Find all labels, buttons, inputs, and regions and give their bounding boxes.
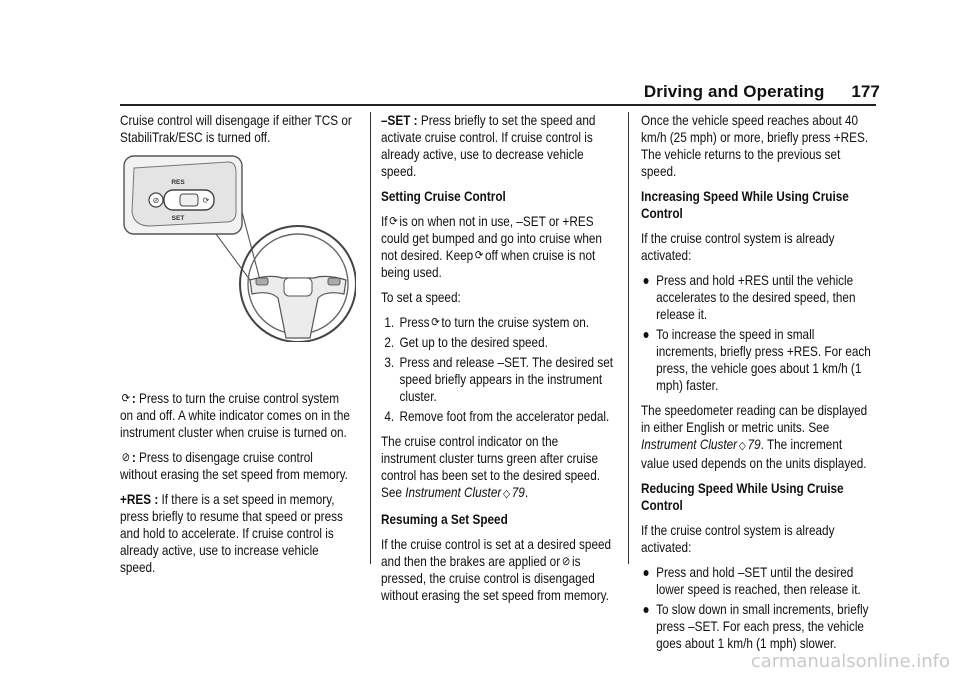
list-item: Press and hold +RES until the vehicle accelerates to the desired speed, then release it. [641,272,873,323]
cruise-cancel-icon: ⊘ [121,450,131,464]
keep-off-note: If ⟳ is on when not in use, –SET or +RES could get bumped and go into cruise when not desired. Keep ⟳ off when cruise is not being used. [381,213,602,280]
page-reference-icon: ◇ [502,488,511,500]
set-speed-steps [381,314,616,425]
reducing-speed-heading: Reducing Speed While Using Cruise Control [641,480,844,513]
resuming-text: If the cruise control is set at a desired speed and then the brakes are applied or ⊘ is pressed, the cruise control is disengaged without erasing the set speed from memory. [381,536,612,603]
step-4: 4. Remove foot from the accelerator pedal. [384,408,610,424]
colon: : [131,390,136,406]
page-header [644,82,880,102]
column-2 [381,112,616,612]
res-description: +RES : If there is a set speed in memory, press briefly to resume that speed or press and hold to accelerate. If cruise control is already active, use to increase vehicle speed. [120,491,343,575]
resuming-heading: Resuming a Set Speed [381,511,508,527]
cruise-onoff-description: ⟳ : Press to turn the cruise control system on and off. A white indicator comes on in the instrument cluster when cruise is turned on. [120,390,350,440]
colon: : [131,449,136,465]
set-description: –SET : Press briefly to set the speed and activate cruise control. If cruise control is already active, use to decrease vehicle speed. [381,112,596,179]
cruise-symbol: ⟳ [202,196,210,205]
wheel-switch-right [328,278,340,285]
leader-line [242,212,260,280]
step-1: 1. Press ⟳ to turn the cruise system on. [384,314,590,330]
wheel-switch-left [256,278,268,285]
cruise-control-icon: ⟳ [431,315,440,329]
speedometer-note: The speedometer reading can be displayed in either English or metric units. See Instrument Cluster ◇ 79. The increment value used depends on the units displayed. [641,402,868,471]
set-label: –SET : [381,112,418,128]
step-3: 3. Press and release –SET. The desired set speed briefly appears in the instrument cluster. [384,354,614,404]
res-label-graphic: RES [171,179,185,186]
increasing-speed-list [641,272,873,394]
leader-line [216,234,250,280]
steering-wheel-figure [120,152,356,342]
res-label: +RES : [120,491,159,507]
cruise-control-icon: ⟳ [474,248,484,262]
cruise-cancel-icon: ⊘ [561,554,571,568]
step-2: 2. Get up to the desired speed. [384,334,548,350]
page-number: 177 [851,82,880,101]
list-item: To increase the speed in small increments, briefly press +RES. For each press, the vehicle goes about 1 km/h (1 mph) faster. [641,326,873,394]
set-label-graphic: SET [171,215,185,222]
instrument-cluster-link[interactable]: Instrument Cluster [405,484,502,500]
set-res-rocker [180,194,198,206]
cancel-symbol: ⊘ [152,196,160,205]
cruise-control-icon: ⟳ [389,214,398,228]
page-reference-icon: ◇ [738,440,746,452]
column-divider [370,112,371,564]
reducing-intro: If the cruise control system is already activated: [641,522,835,555]
list-item: Press and hold –SET until the desired lower speed is reached, then release it. [641,564,873,598]
header-rule [120,104,876,106]
setting-cruise-heading: Setting Cruise Control [381,188,506,204]
resume-speed-text: Once the vehicle speed reaches about 40 km/h (25 mph) or more, briefly press +RES. The vehicle returns to the previous set speed. [641,112,869,179]
list-item: To slow down in small increments, briefly press –SET. For each press, the vehicle goes about 1 km/h (1 mph) slower. [641,601,873,652]
indicator-note: The cruise control indicator on the instrument cluster turns green after cruise control has been set to the desired speed. See Instrument Cluster ◇ 79. [381,433,601,500]
disengage-note: Cruise control will disengage if either TCS or StabiliTrak/ESC is turned off. [120,112,352,145]
section-title: Driving and Operating [643,82,825,101]
to-set-intro: To set a speed: [381,289,461,305]
increasing-speed-heading: Increasing Speed While Using Cruise Control [641,188,849,221]
column-divider [628,112,629,564]
reducing-speed-list [641,564,873,652]
instrument-cluster-link[interactable]: Instrument Cluster [641,436,738,452]
cancel-description: ⊘ : Press to disengage cruise control without erasing the set speed from memory. [120,449,348,482]
page-ref-number[interactable]: 79 [511,484,525,500]
increasing-intro: If the cruise control system is already activated: [641,230,835,263]
page-ref-number[interactable]: 79 [747,436,761,452]
watermark: carmanualsonline.info [750,651,950,672]
column-3 [641,112,873,660]
wheel-hub [284,278,312,296]
cruise-control-icon: ⟳ [121,391,131,405]
